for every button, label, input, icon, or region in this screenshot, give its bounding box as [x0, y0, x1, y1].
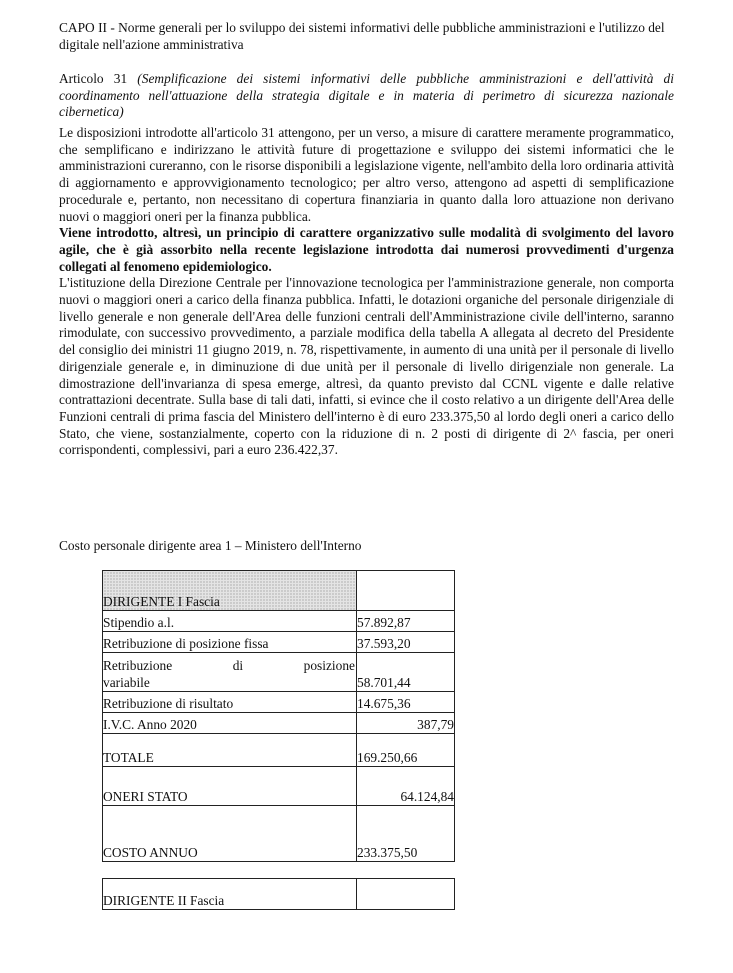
table-row	[103, 879, 455, 910]
table-header: DIRIGENTE II Fascia	[103, 879, 357, 910]
paragraph-2: Viene introdotto, altresì, un principio di carattere organizzativo sulle modalità di svolgimento del lavoro agile, che è già assorbito nella recente legislazione introdotta dai numerosi provvedimenti d'urgenza collegati al fenomeno epidemiologico.	[59, 225, 674, 274]
cost-table-caption: Costo personale dirigente area 1 – Ministero dell'Interno	[59, 538, 362, 553]
article-body	[59, 125, 674, 459]
oneri-value: 64.124,84	[357, 767, 455, 806]
row-value: 387,79	[357, 713, 455, 734]
table-row	[103, 571, 455, 611]
costo-label: COSTO ANNUO	[103, 806, 357, 862]
table-row	[103, 767, 455, 806]
row-value: 57.892,87	[357, 611, 455, 632]
table-row	[103, 653, 455, 692]
paragraph-1: Le disposizioni introdotte all'articolo 31 attengono, per un verso, a misure di carattere meramente programmatico, che semplificano e indirizzano le attività future di progettazione e sviluppo dei sistemi informatici che le amministrazioni cureranno, con le risorse disponibili a legislazione vigente, nell'ambito della loro ordinaria attività di aggiornamento e approvvigionamento tecnologico; per altro verso, attengono ad aspetti di semplificazione procedurale e, pertanto, non necessitano di copertura finanziaria in quanto dalla loro attuazione non derivano nuovi o maggiori oneri per la finanza pubblica.	[59, 125, 674, 224]
total-label: TOTALE	[103, 734, 357, 767]
table-row	[103, 692, 455, 713]
chapter-heading	[59, 20, 674, 53]
table-cell	[357, 571, 455, 611]
article-number: Articolo 31	[59, 71, 128, 86]
costo-value: 233.375,50	[357, 806, 455, 862]
cost-table-dirigente-i-fascia	[102, 570, 455, 862]
table-header: DIRIGENTE I Fascia	[103, 571, 357, 611]
table-cell	[357, 879, 455, 910]
total-value: 169.250,66	[357, 734, 455, 767]
row-label: I.V.C. Anno 2020	[103, 713, 357, 734]
table-row	[103, 734, 455, 767]
row-label: Retribuzione di risultato	[103, 692, 357, 713]
row-label: Retribuzione di posizione variabile	[103, 653, 357, 692]
table-row	[103, 611, 455, 632]
row-label: Stipendio a.l.	[103, 611, 357, 632]
table-row	[103, 632, 455, 653]
article-heading	[59, 71, 674, 121]
table-row	[103, 806, 455, 862]
row-value: 37.593,20	[357, 632, 455, 653]
article-subtitle: (Semplificazione dei sistemi informativi delle pubbliche amministrazioni e dell'attività di coordinamento nell'attuazione della strategia digitale e in materia di perimetro di sicurezza nazionale cibernetica)	[59, 71, 674, 120]
table-row	[103, 713, 455, 734]
chapter-title: CAPO II - Norme generali per lo sviluppo dei sistemi informativi delle pubbliche amministrazioni e l'utilizzo del digitale nell'azione amministrativa	[59, 20, 665, 52]
paragraph-3: L'istituzione della Direzione Centrale per l'innovazione tecnologica per l'amministrazione generale, non comporta nuovi o maggiori oneri a carico della finanza pubblica. Infatti, le dotazioni organiche del personale dirigenziale di livello generale e non generale dell'Area delle funzioni centrali dell'Amministrazione civile dell'interno, saranno rimodulate, con successivo provvedimento, a parziale modifica della tabella A allegata al decreto del Presidente del consiglio dei ministri 11 giugno 2019, n. 78, rispettivamente, in aumento di una unità per il personale di livello dirigenziale generale e, in diminuzione di due unità per il personale di livello dirigenziale non generale. La dimostrazione dell'invarianza di spesa emerge, altresì, da quanto previsto dal CCNL vigente e dalle relative contrattazioni decentrate. Sulla base di tali dati, infatti, si evince che il costo relativo a un dirigente dell'Area delle Funzioni centrali di prima fascia del Ministero dell'interno è di euro 233.375,50 al lordo degli oneri a carico dello Stato, che viene, sostanzialmente, coperto con la riduzione di n. 2 posti di dirigente di 2^ fascia, per oneri corrispondenti, complessivi, pari a euro 236.422,37.	[59, 275, 674, 458]
row-label: Retribuzione di posizione fissa	[103, 632, 357, 653]
oneri-label: ONERI STATO	[103, 767, 357, 806]
row-value: 14.675,36	[357, 692, 455, 713]
cost-table-dirigente-ii-fascia	[102, 878, 455, 910]
row-value: 58.701,44	[357, 653, 455, 692]
